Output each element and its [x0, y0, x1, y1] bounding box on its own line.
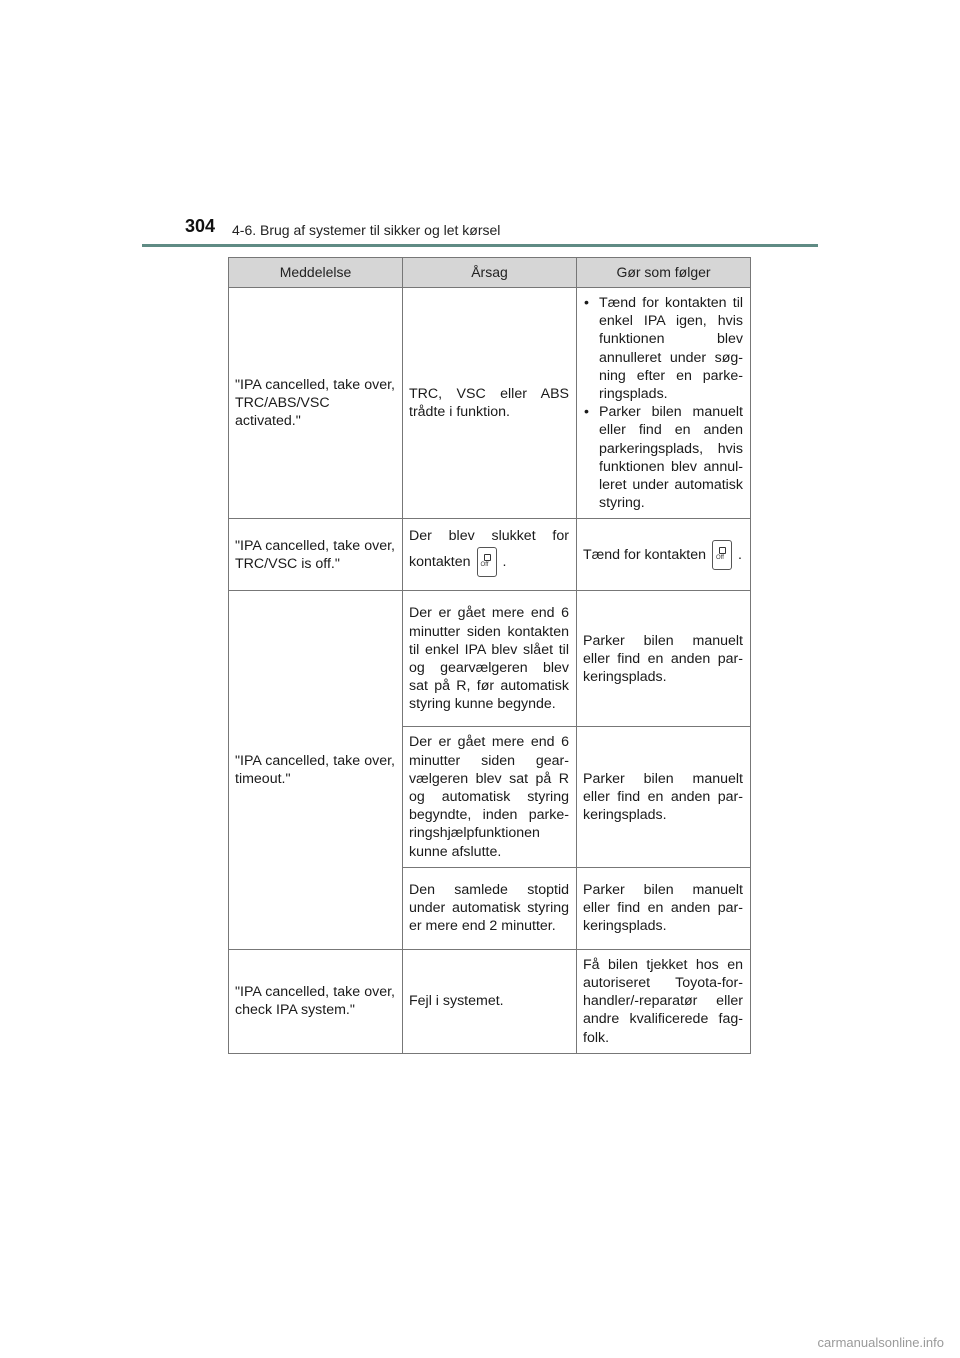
- header-rule: [142, 244, 818, 247]
- list-item: • Tænd for kontakten til enkel IPA igen, hvis funktionen blev annulleret under søgning efter en parkeringsplads.: [583, 294, 743, 403]
- action-text: [583, 540, 743, 570]
- action-text-a: Tænd for kontakten: [583, 546, 707, 563]
- table-header-row: [229, 258, 751, 288]
- cause-text-a: Der blev slukket for kontakten: [409, 528, 569, 571]
- action-cell: [577, 288, 751, 519]
- cause-cell: Der er gået mere end 6 minutter siden gearvælgeren blev sat på R og automatisk styring begyndte, inden parkeringshjælpfunktionen kunne afslutte.: [403, 727, 577, 867]
- message-table: [228, 257, 751, 1054]
- cause-cell: [403, 519, 577, 591]
- header-message: Meddelelse: [229, 258, 403, 288]
- cause-cell: Der er gået mere end 6 minutter siden kontakten til enkel IPA blev slået til og gearvælgeren blev sat på R, før automatisk styring kunne begynde.: [403, 591, 577, 727]
- action-cell: Parker bilen manuelt eller find en anden parkeringsplads.: [577, 727, 751, 867]
- header-action: Gør som følger: [577, 258, 751, 288]
- message-cell: "IPA cancelled, take over, TRC/VSC is off.": [229, 519, 403, 591]
- action-cell: Parker bilen manuelt eller find en anden parkeringsplads.: [577, 591, 751, 727]
- vsc-off-switch-icon: [477, 547, 497, 577]
- message-cell: "IPA cancelled, take over, check IPA system.": [229, 949, 403, 1053]
- table-row: [229, 591, 751, 727]
- action-cell: Parker bilen manuelt eller find en anden parkeringsplads.: [577, 867, 751, 949]
- table-row: [229, 949, 751, 1053]
- cause-cell: Den samlede stoptid under automatisk styring er mere end 2 minutter.: [403, 867, 577, 949]
- watermark: carmanualsonline.info: [817, 1335, 944, 1350]
- action-list: [583, 294, 743, 512]
- message-cell: "IPA cancelled, take over, timeout.": [229, 591, 403, 949]
- table-row: [229, 288, 751, 519]
- cause-text: [409, 525, 569, 577]
- cause-cell: Fejl i systemet.: [403, 949, 577, 1053]
- action-cell: [577, 519, 751, 591]
- action-text-b: .: [738, 546, 742, 563]
- action-cell: Få bilen tjekket hos en autoriseret Toyota-forhandler/-reparatør eller andre kvalificerede fagfolk.: [577, 949, 751, 1053]
- page-number: 304: [185, 216, 216, 236]
- section-title: 4-6. Brug af systemer til sikker og let kørsel: [232, 222, 501, 238]
- list-item: • Parker bilen manuelt eller find en anden parkeringsplads, hvis funktionen blev annulleret under automatisk styring.: [583, 403, 743, 512]
- header-cause: Årsag: [403, 258, 577, 288]
- vsc-off-switch-icon: [712, 540, 732, 570]
- message-cell: "IPA cancelled, take over, TRC/ABS/VSC activated.": [229, 288, 403, 519]
- table-row: [229, 519, 751, 591]
- cause-cell: TRC, VSC eller ABS trådte i funktion.: [403, 288, 577, 519]
- cause-text-b: .: [502, 554, 507, 571]
